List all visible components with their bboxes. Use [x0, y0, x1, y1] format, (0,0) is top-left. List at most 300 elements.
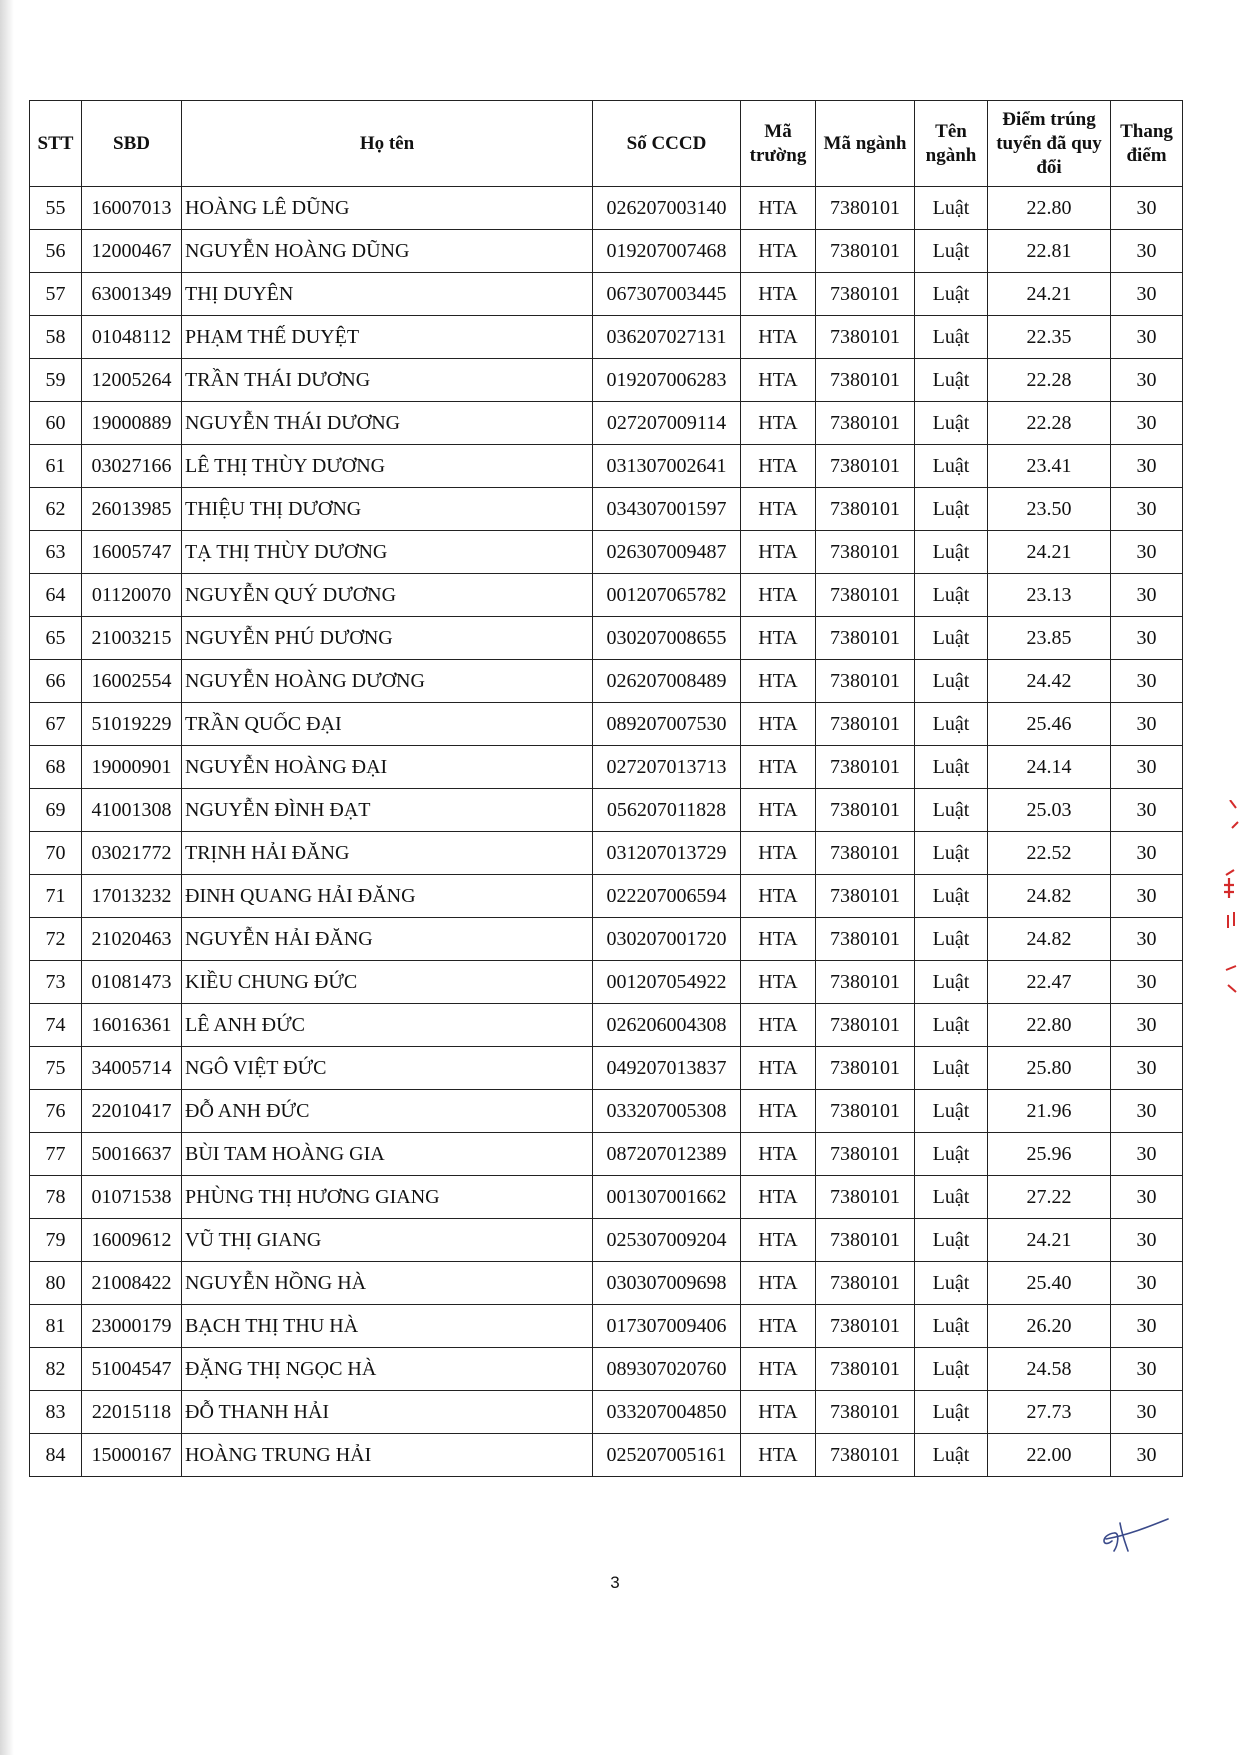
cell-sbd: 26013985	[82, 488, 182, 531]
cell-thang-diem: 30	[1111, 402, 1183, 445]
cell-so-cccd: 030307009698	[593, 1262, 741, 1305]
cell-stt: 56	[30, 230, 82, 273]
cell-diem: 24.82	[988, 875, 1111, 918]
cell-thang-diem: 30	[1111, 1133, 1183, 1176]
cell-so-cccd: 025307009204	[593, 1219, 741, 1262]
cell-ma-nganh: 7380101	[816, 187, 915, 230]
cell-ten-nganh: Luật	[915, 1391, 988, 1434]
cell-ho-ten: BÙI TAM HOÀNG GIA	[182, 1133, 593, 1176]
cell-sbd: 19000889	[82, 402, 182, 445]
table-row	[30, 273, 1183, 316]
cell-ho-ten: THIỆU THỊ DƯƠNG	[182, 488, 593, 531]
cell-thang-diem: 30	[1111, 1004, 1183, 1047]
cell-ten-nganh: Luật	[915, 359, 988, 402]
cell-ho-ten: LÊ ANH ĐỨC	[182, 1004, 593, 1047]
cell-diem: 25.40	[988, 1262, 1111, 1305]
header-so-cccd: Số CCCD	[593, 101, 741, 187]
cell-stt: 72	[30, 918, 82, 961]
cell-thang-diem: 30	[1111, 359, 1183, 402]
cell-ho-ten: ĐẶNG THỊ NGỌC HÀ	[182, 1348, 593, 1391]
cell-ho-ten: LÊ THỊ THÙY DƯƠNG	[182, 445, 593, 488]
cell-ho-ten: THỊ DUYÊN	[182, 273, 593, 316]
cell-sbd: 15000167	[82, 1434, 182, 1477]
cell-ho-ten: NGUYỄN HẢI ĐĂNG	[182, 918, 593, 961]
cell-diem: 22.52	[988, 832, 1111, 875]
cell-diem: 23.41	[988, 445, 1111, 488]
table-row	[30, 1262, 1183, 1305]
cell-ho-ten: NGUYỄN HOÀNG DƯƠNG	[182, 660, 593, 703]
cell-so-cccd: 027207009114	[593, 402, 741, 445]
cell-diem: 27.73	[988, 1391, 1111, 1434]
cell-thang-diem: 30	[1111, 1176, 1183, 1219]
cell-diem: 23.85	[988, 617, 1111, 660]
cell-ma-truong: HTA	[741, 488, 816, 531]
cell-stt: 61	[30, 445, 82, 488]
cell-ho-ten: NGUYỄN ĐÌNH ĐẠT	[182, 789, 593, 832]
cell-sbd: 01071538	[82, 1176, 182, 1219]
cell-ma-truong: HTA	[741, 445, 816, 488]
cell-thang-diem: 30	[1111, 445, 1183, 488]
cell-ma-truong: HTA	[741, 1262, 816, 1305]
cell-diem: 22.28	[988, 359, 1111, 402]
cell-so-cccd: 022207006594	[593, 875, 741, 918]
cell-ma-nganh: 7380101	[816, 875, 915, 918]
cell-thang-diem: 30	[1111, 832, 1183, 875]
cell-thang-diem: 30	[1111, 1305, 1183, 1348]
cell-ten-nganh: Luật	[915, 1348, 988, 1391]
cell-sbd: 41001308	[82, 789, 182, 832]
cell-stt: 55	[30, 187, 82, 230]
cell-thang-diem: 30	[1111, 703, 1183, 746]
cell-sbd: 21020463	[82, 918, 182, 961]
cell-so-cccd: 049207013837	[593, 1047, 741, 1090]
cell-ho-ten: TRỊNH HẢI ĐĂNG	[182, 832, 593, 875]
cell-stt: 76	[30, 1090, 82, 1133]
cell-sbd: 16007013	[82, 187, 182, 230]
cell-thang-diem: 30	[1111, 1090, 1183, 1133]
cell-ma-nganh: 7380101	[816, 660, 915, 703]
table-row	[30, 832, 1183, 875]
cell-diem: 24.58	[988, 1348, 1111, 1391]
cell-sbd: 63001349	[82, 273, 182, 316]
cell-sbd: 16005747	[82, 531, 182, 574]
cell-sbd: 51004547	[82, 1348, 182, 1391]
table-row	[30, 1176, 1183, 1219]
cell-stt: 73	[30, 961, 82, 1004]
cell-ma-nganh: 7380101	[816, 703, 915, 746]
cell-ho-ten: PHẠM THẾ DUYỆT	[182, 316, 593, 359]
cell-ma-nganh: 7380101	[816, 1176, 915, 1219]
table-row	[30, 961, 1183, 1004]
table-row	[30, 531, 1183, 574]
cell-sbd: 01120070	[82, 574, 182, 617]
cell-stt: 66	[30, 660, 82, 703]
cell-ten-nganh: Luật	[915, 1219, 988, 1262]
cell-thang-diem: 30	[1111, 574, 1183, 617]
cell-ma-nganh: 7380101	[816, 1262, 915, 1305]
cell-diem: 23.13	[988, 574, 1111, 617]
cell-thang-diem: 30	[1111, 875, 1183, 918]
cell-diem: 24.21	[988, 273, 1111, 316]
cell-ten-nganh: Luật	[915, 789, 988, 832]
cell-ma-nganh: 7380101	[816, 273, 915, 316]
table-row	[30, 488, 1183, 531]
cell-ten-nganh: Luật	[915, 703, 988, 746]
cell-ho-ten: NGUYỄN HOÀNG DŨNG	[182, 230, 593, 273]
cell-so-cccd: 031307002641	[593, 445, 741, 488]
cell-ma-truong: HTA	[741, 402, 816, 445]
cell-ma-truong: HTA	[741, 1434, 816, 1477]
header-ho-ten: Họ tên	[182, 101, 593, 187]
cell-thang-diem: 30	[1111, 1391, 1183, 1434]
cell-ho-ten: HOÀNG LÊ DŨNG	[182, 187, 593, 230]
cell-ho-ten: HOÀNG TRUNG HẢI	[182, 1434, 593, 1477]
cell-ten-nganh: Luật	[915, 273, 988, 316]
cell-diem: 22.81	[988, 230, 1111, 273]
cell-stt: 81	[30, 1305, 82, 1348]
cell-so-cccd: 019207007468	[593, 230, 741, 273]
cell-so-cccd: 001207054922	[593, 961, 741, 1004]
cell-diem: 24.21	[988, 1219, 1111, 1262]
cell-sbd: 21003215	[82, 617, 182, 660]
cell-ma-truong: HTA	[741, 746, 816, 789]
cell-stt: 74	[30, 1004, 82, 1047]
cell-diem: 27.22	[988, 1176, 1111, 1219]
cell-sbd: 22010417	[82, 1090, 182, 1133]
cell-diem: 22.00	[988, 1434, 1111, 1477]
cell-ten-nganh: Luật	[915, 832, 988, 875]
cell-stt: 65	[30, 617, 82, 660]
table-row	[30, 230, 1183, 273]
table-row	[30, 402, 1183, 445]
cell-sbd: 01081473	[82, 961, 182, 1004]
cell-diem: 22.47	[988, 961, 1111, 1004]
header-ten-nganh: Tên ngành	[915, 101, 988, 187]
cell-ten-nganh: Luật	[915, 746, 988, 789]
cell-stt: 64	[30, 574, 82, 617]
header-diem: Điểm trúng tuyển đã quy đổi	[988, 101, 1111, 187]
cell-stt: 67	[30, 703, 82, 746]
table-row	[30, 1047, 1183, 1090]
cell-ma-nganh: 7380101	[816, 1348, 915, 1391]
signature-mark-icon	[1098, 1515, 1170, 1555]
table-row	[30, 789, 1183, 832]
cell-thang-diem: 30	[1111, 488, 1183, 531]
cell-diem: 24.21	[988, 531, 1111, 574]
cell-ten-nganh: Luật	[915, 445, 988, 488]
cell-ten-nganh: Luật	[915, 961, 988, 1004]
cell-ho-ten: PHÙNG THỊ HƯƠNG GIANG	[182, 1176, 593, 1219]
cell-diem: 25.03	[988, 789, 1111, 832]
cell-ma-nganh: 7380101	[816, 1090, 915, 1133]
cell-ma-truong: HTA	[741, 1090, 816, 1133]
cell-ten-nganh: Luật	[915, 187, 988, 230]
cell-stt: 77	[30, 1133, 82, 1176]
cell-ten-nganh: Luật	[915, 531, 988, 574]
cell-diem: 26.20	[988, 1305, 1111, 1348]
cell-stt: 70	[30, 832, 82, 875]
cell-sbd: 17013232	[82, 875, 182, 918]
cell-stt: 69	[30, 789, 82, 832]
cell-ma-truong: HTA	[741, 1133, 816, 1176]
header-stt: STT	[30, 101, 82, 187]
cell-sbd: 12005264	[82, 359, 182, 402]
cell-sbd: 01048112	[82, 316, 182, 359]
cell-ma-nganh: 7380101	[816, 832, 915, 875]
cell-so-cccd: 030207001720	[593, 918, 741, 961]
cell-diem: 25.96	[988, 1133, 1111, 1176]
cell-stt: 57	[30, 273, 82, 316]
cell-sbd: 16009612	[82, 1219, 182, 1262]
cell-so-cccd: 026206004308	[593, 1004, 741, 1047]
table-row	[30, 574, 1183, 617]
cell-so-cccd: 034307001597	[593, 488, 741, 531]
cell-stt: 83	[30, 1391, 82, 1434]
table-row	[30, 316, 1183, 359]
cell-so-cccd: 033207004850	[593, 1391, 741, 1434]
table-row	[30, 1434, 1183, 1477]
cell-ma-nganh: 7380101	[816, 789, 915, 832]
red-stamp-fragment-icon	[1218, 800, 1240, 1000]
cell-sbd: 22015118	[82, 1391, 182, 1434]
cell-ma-truong: HTA	[741, 1219, 816, 1262]
cell-thang-diem: 30	[1111, 1262, 1183, 1305]
cell-sbd: 03027166	[82, 445, 182, 488]
cell-ma-truong: HTA	[741, 531, 816, 574]
header-ma-nganh: Mã ngành	[816, 101, 915, 187]
cell-ho-ten: NGÔ VIỆT ĐỨC	[182, 1047, 593, 1090]
cell-diem: 21.96	[988, 1090, 1111, 1133]
cell-stt: 82	[30, 1348, 82, 1391]
cell-stt: 79	[30, 1219, 82, 1262]
cell-ten-nganh: Luật	[915, 1047, 988, 1090]
cell-ma-nganh: 7380101	[816, 1047, 915, 1090]
cell-sbd: 21008422	[82, 1262, 182, 1305]
cell-ma-truong: HTA	[741, 832, 816, 875]
cell-thang-diem: 30	[1111, 316, 1183, 359]
cell-ma-nganh: 7380101	[816, 445, 915, 488]
cell-sbd: 50016637	[82, 1133, 182, 1176]
cell-stt: 75	[30, 1047, 82, 1090]
cell-sbd: 23000179	[82, 1305, 182, 1348]
cell-ho-ten: NGUYỄN THÁI DƯƠNG	[182, 402, 593, 445]
cell-stt: 60	[30, 402, 82, 445]
cell-sbd: 16016361	[82, 1004, 182, 1047]
cell-diem: 22.80	[988, 1004, 1111, 1047]
cell-ho-ten: ĐINH QUANG HẢI ĐĂNG	[182, 875, 593, 918]
cell-ma-truong: HTA	[741, 359, 816, 402]
page-scan-edge	[0, 0, 14, 1755]
cell-so-cccd: 067307003445	[593, 273, 741, 316]
cell-ma-nganh: 7380101	[816, 531, 915, 574]
cell-diem: 22.35	[988, 316, 1111, 359]
table-row	[30, 1391, 1183, 1434]
cell-sbd: 51019229	[82, 703, 182, 746]
cell-ho-ten: TRẦN THÁI DƯƠNG	[182, 359, 593, 402]
cell-so-cccd: 017307009406	[593, 1305, 741, 1348]
cell-ho-ten: NGUYỄN PHÚ DƯƠNG	[182, 617, 593, 660]
cell-ten-nganh: Luật	[915, 660, 988, 703]
cell-ten-nganh: Luật	[915, 488, 988, 531]
cell-ma-nganh: 7380101	[816, 918, 915, 961]
cell-stt: 62	[30, 488, 82, 531]
cell-thang-diem: 30	[1111, 617, 1183, 660]
cell-ho-ten: NGUYỄN QUÝ DƯƠNG	[182, 574, 593, 617]
cell-ma-truong: HTA	[741, 574, 816, 617]
table-row	[30, 703, 1183, 746]
cell-ho-ten: TẠ THỊ THÙY DƯƠNG	[182, 531, 593, 574]
table-header-row	[30, 101, 1183, 187]
table-row	[30, 1133, 1183, 1176]
cell-ho-ten: ĐỖ ANH ĐỨC	[182, 1090, 593, 1133]
cell-stt: 71	[30, 875, 82, 918]
cell-ma-truong: HTA	[741, 918, 816, 961]
cell-ma-truong: HTA	[741, 187, 816, 230]
table-row	[30, 1219, 1183, 1262]
cell-ma-truong: HTA	[741, 1004, 816, 1047]
cell-diem: 22.28	[988, 402, 1111, 445]
cell-sbd: 19000901	[82, 746, 182, 789]
cell-ten-nganh: Luật	[915, 230, 988, 273]
table-body	[30, 187, 1183, 1477]
cell-thang-diem: 30	[1111, 961, 1183, 1004]
cell-so-cccd: 027207013713	[593, 746, 741, 789]
cell-ho-ten: ĐỖ THANH HẢI	[182, 1391, 593, 1434]
cell-thang-diem: 30	[1111, 531, 1183, 574]
cell-diem: 24.82	[988, 918, 1111, 961]
cell-diem: 25.80	[988, 1047, 1111, 1090]
cell-ma-truong: HTA	[741, 316, 816, 359]
cell-stt: 84	[30, 1434, 82, 1477]
cell-ten-nganh: Luật	[915, 1262, 988, 1305]
header-thang-diem: Thang điểm	[1111, 101, 1183, 187]
header-ma-truong: Mã trường	[741, 101, 816, 187]
cell-so-cccd: 033207005308	[593, 1090, 741, 1133]
cell-ho-ten: NGUYỄN HOÀNG ĐẠI	[182, 746, 593, 789]
cell-ma-nganh: 7380101	[816, 488, 915, 531]
cell-thang-diem: 30	[1111, 746, 1183, 789]
cell-ten-nganh: Luật	[915, 1090, 988, 1133]
cell-so-cccd: 056207011828	[593, 789, 741, 832]
cell-ma-nganh: 7380101	[816, 402, 915, 445]
cell-sbd: 34005714	[82, 1047, 182, 1090]
cell-ma-nganh: 7380101	[816, 746, 915, 789]
cell-diem: 24.14	[988, 746, 1111, 789]
cell-ten-nganh: Luật	[915, 1004, 988, 1047]
cell-so-cccd: 026207008489	[593, 660, 741, 703]
cell-ma-truong: HTA	[741, 273, 816, 316]
cell-sbd: 16002554	[82, 660, 182, 703]
cell-ten-nganh: Luật	[915, 402, 988, 445]
cell-ma-truong: HTA	[741, 1176, 816, 1219]
cell-ma-truong: HTA	[741, 1305, 816, 1348]
table-row	[30, 1004, 1183, 1047]
table-row	[30, 359, 1183, 402]
cell-ma-nganh: 7380101	[816, 961, 915, 1004]
table-row	[30, 1348, 1183, 1391]
cell-so-cccd: 001307001662	[593, 1176, 741, 1219]
cell-thang-diem: 30	[1111, 789, 1183, 832]
cell-diem: 24.42	[988, 660, 1111, 703]
cell-ma-truong: HTA	[741, 961, 816, 1004]
cell-thang-diem: 30	[1111, 660, 1183, 703]
cell-ten-nganh: Luật	[915, 918, 988, 961]
cell-ho-ten: TRẦN QUỐC ĐẠI	[182, 703, 593, 746]
cell-diem: 25.46	[988, 703, 1111, 746]
cell-ma-truong: HTA	[741, 1348, 816, 1391]
table-row	[30, 746, 1183, 789]
cell-diem: 22.80	[988, 187, 1111, 230]
cell-ma-nganh: 7380101	[816, 1133, 915, 1176]
cell-so-cccd: 025207005161	[593, 1434, 741, 1477]
cell-ma-nganh: 7380101	[816, 316, 915, 359]
cell-ma-nganh: 7380101	[816, 230, 915, 273]
header-sbd: SBD	[82, 101, 182, 187]
cell-sbd: 12000467	[82, 230, 182, 273]
table-row	[30, 875, 1183, 918]
cell-thang-diem: 30	[1111, 918, 1183, 961]
cell-so-cccd: 089207007530	[593, 703, 741, 746]
cell-stt: 68	[30, 746, 82, 789]
cell-ma-truong: HTA	[741, 1047, 816, 1090]
table-row	[30, 187, 1183, 230]
cell-ten-nganh: Luật	[915, 1305, 988, 1348]
cell-ma-nganh: 7380101	[816, 359, 915, 402]
cell-ma-truong: HTA	[741, 617, 816, 660]
cell-diem: 23.50	[988, 488, 1111, 531]
cell-thang-diem: 30	[1111, 1348, 1183, 1391]
cell-ma-nganh: 7380101	[816, 1434, 915, 1477]
cell-thang-diem: 30	[1111, 230, 1183, 273]
cell-thang-diem: 30	[1111, 273, 1183, 316]
cell-so-cccd: 030207008655	[593, 617, 741, 660]
cell-ho-ten: BẠCH THỊ THU HÀ	[182, 1305, 593, 1348]
cell-stt: 58	[30, 316, 82, 359]
cell-stt: 59	[30, 359, 82, 402]
cell-so-cccd: 089307020760	[593, 1348, 741, 1391]
table-row	[30, 918, 1183, 961]
cell-so-cccd: 026207003140	[593, 187, 741, 230]
table-row	[30, 617, 1183, 660]
table-row	[30, 1305, 1183, 1348]
cell-stt: 63	[30, 531, 82, 574]
table-row	[30, 1090, 1183, 1133]
cell-thang-diem: 30	[1111, 1434, 1183, 1477]
cell-ma-truong: HTA	[741, 875, 816, 918]
cell-sbd: 03021772	[82, 832, 182, 875]
cell-ho-ten: KIỀU CHUNG ĐỨC	[182, 961, 593, 1004]
cell-stt: 80	[30, 1262, 82, 1305]
cell-ho-ten: NGUYỄN HỒNG HÀ	[182, 1262, 593, 1305]
cell-ma-truong: HTA	[741, 1391, 816, 1434]
cell-ma-truong: HTA	[741, 703, 816, 746]
cell-ma-nganh: 7380101	[816, 574, 915, 617]
cell-thang-diem: 30	[1111, 1219, 1183, 1262]
cell-ho-ten: VŨ THỊ GIANG	[182, 1219, 593, 1262]
table-row	[30, 660, 1183, 703]
cell-stt: 78	[30, 1176, 82, 1219]
cell-so-cccd: 087207012389	[593, 1133, 741, 1176]
cell-ma-nganh: 7380101	[816, 1219, 915, 1262]
cell-ten-nganh: Luật	[915, 617, 988, 660]
table-row	[30, 445, 1183, 488]
cell-ma-truong: HTA	[741, 789, 816, 832]
cell-ten-nganh: Luật	[915, 316, 988, 359]
cell-so-cccd: 026307009487	[593, 531, 741, 574]
cell-ten-nganh: Luật	[915, 1133, 988, 1176]
cell-thang-diem: 30	[1111, 1047, 1183, 1090]
cell-ten-nganh: Luật	[915, 1176, 988, 1219]
